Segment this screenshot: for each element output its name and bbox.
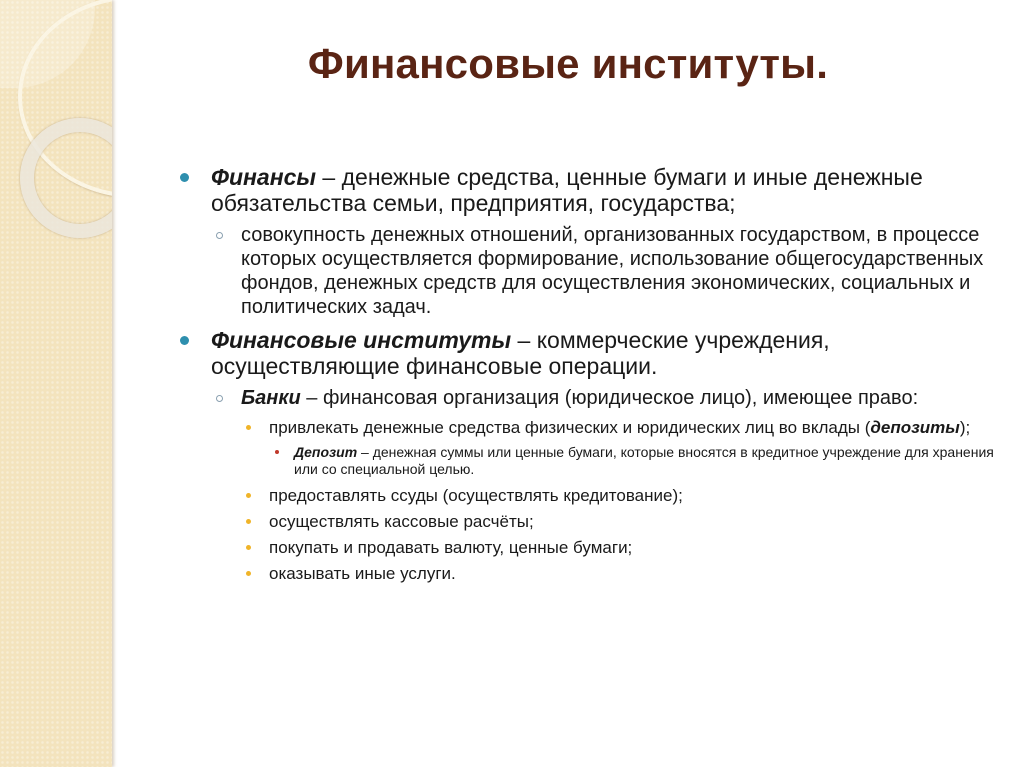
- orange-dot-bullet-icon: [246, 571, 251, 576]
- term-deposit: Депозит: [294, 444, 358, 460]
- bullet-finance: [180, 164, 1000, 216]
- bullet-right-other: [180, 564, 1000, 584]
- term-deposits: депозиты: [870, 418, 960, 437]
- definition-finance-sub: совокупность денежных отношений, организованных государством, в процессе которых осуществляется формирование, использование общегосударственных фондов, денежных средств для осуществления экономических, социальных и политических задач.: [241, 224, 984, 318]
- definition-institutions: – коммерческие учреждения, осуществляющие финансовые операции.: [211, 327, 830, 379]
- slide-content: [180, 164, 1000, 590]
- decorative-side-panel: [0, 0, 112, 767]
- right-text: предоставлять ссуды (осуществлять кредитование);: [269, 486, 683, 505]
- bullet-deposit-definition: [180, 444, 1000, 478]
- orange-dot-bullet-icon: [246, 545, 251, 550]
- orange-dot-bullet-icon: [246, 519, 251, 524]
- definition-finance: – денежные средства, ценные бумаги и иные денежные обязательства семьи, предприятия, государства;: [211, 164, 923, 216]
- teal-dot-bullet-icon: [180, 173, 189, 182]
- bullet-finance-sub: [180, 223, 1000, 319]
- right-text-end: );: [959, 418, 971, 437]
- red-dot-bullet-icon: [275, 450, 279, 454]
- teal-dot-bullet-icon: [180, 336, 189, 345]
- bullet-right-currency: [180, 538, 1000, 558]
- slide-title: Финансовые институты.: [307, 40, 829, 87]
- term-banks: Банки: [241, 387, 301, 409]
- right-text: оказывать иные услуги.: [269, 564, 456, 583]
- orange-dot-bullet-icon: [246, 425, 251, 430]
- term-institutions: Финансовые институты: [211, 327, 512, 353]
- bullet-right-loans: [180, 486, 1000, 506]
- definition-banks: – финансовая организация (юридическое лицо), имеющее право:: [300, 387, 919, 409]
- definition-deposit: – денежная суммы или ценные бумаги, которые вносятся в кредитное учреждение для хранения или со специальной целью.: [294, 444, 994, 477]
- bullet-banks: [180, 386, 1000, 410]
- right-text: покупать и продавать валюту, ценные бумаги;: [269, 538, 633, 557]
- right-text: привлекать денежные средства физических и юридических лиц во вклады (: [269, 418, 871, 437]
- right-text: осуществлять кассовые расчёты;: [269, 512, 534, 531]
- orange-dot-bullet-icon: [246, 493, 251, 498]
- bullet-right-deposits: [180, 418, 1000, 438]
- term-finance: Финансы: [211, 164, 317, 190]
- hollow-circle-bullet-icon: [216, 232, 223, 239]
- hollow-circle-bullet-icon: [216, 395, 223, 402]
- bullet-institutions: [180, 327, 1000, 379]
- bullet-right-cash: [180, 512, 1000, 532]
